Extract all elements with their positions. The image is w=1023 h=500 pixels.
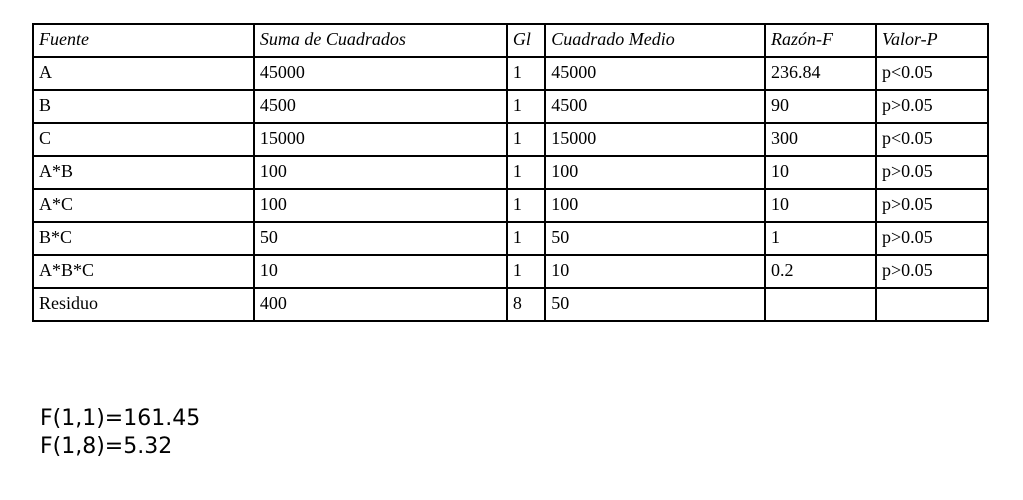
cell-razon-f: 90 <box>765 90 876 123</box>
cell-razon-f: 10 <box>765 189 876 222</box>
cell-valor-p: p>0.05 <box>876 222 988 255</box>
critical-values <box>40 405 200 461</box>
table-row <box>33 123 988 156</box>
table-body <box>33 57 988 321</box>
cell-cuadrado-medio: 100 <box>545 189 765 222</box>
table-row <box>33 57 988 90</box>
cell-cuadrado-medio: 50 <box>545 288 765 321</box>
cell-suma: 10 <box>254 255 507 288</box>
cell-gl: 1 <box>507 156 545 189</box>
table-row <box>33 255 988 288</box>
table-row <box>33 288 988 321</box>
header-cuadrado-medio: Cuadrado Medio <box>545 24 765 57</box>
cell-fuente: B*C <box>33 222 254 255</box>
cell-gl: 1 <box>507 255 545 288</box>
cell-suma: 45000 <box>254 57 507 90</box>
cell-cuadrado-medio: 4500 <box>545 90 765 123</box>
cell-razon-f: 1 <box>765 222 876 255</box>
cell-gl: 1 <box>507 123 545 156</box>
header-valor-p: Valor-P <box>876 24 988 57</box>
cell-razon-f: 300 <box>765 123 876 156</box>
cell-razon-f: 10 <box>765 156 876 189</box>
cell-suma: 50 <box>254 222 507 255</box>
cell-gl: 8 <box>507 288 545 321</box>
cell-valor-p: p>0.05 <box>876 255 988 288</box>
cell-gl: 1 <box>507 222 545 255</box>
table-row <box>33 90 988 123</box>
header-suma-de-cuadrados: Suma de Cuadrados <box>254 24 507 57</box>
cell-suma: 400 <box>254 288 507 321</box>
cell-fuente: Residuo <box>33 288 254 321</box>
cell-fuente: A*C <box>33 189 254 222</box>
cell-cuadrado-medio: 10 <box>545 255 765 288</box>
header-fuente: Fuente <box>33 24 254 57</box>
cell-gl: 1 <box>507 57 545 90</box>
cell-razon-f: 236.84 <box>765 57 876 90</box>
cell-fuente: A*B <box>33 156 254 189</box>
cell-cuadrado-medio: 50 <box>545 222 765 255</box>
cell-cuadrado-medio: 15000 <box>545 123 765 156</box>
table-row <box>33 189 988 222</box>
cell-fuente: A <box>33 57 254 90</box>
critical-value-f-1-1: F(1,1)=161.45 <box>40 406 201 431</box>
cell-razon-f <box>765 288 876 321</box>
cell-cuadrado-medio: 45000 <box>545 57 765 90</box>
header-razon-f: Razón-F <box>765 24 876 57</box>
anova-table <box>32 23 989 322</box>
cell-valor-p: p>0.05 <box>876 90 988 123</box>
cell-razon-f: 0.2 <box>765 255 876 288</box>
cell-valor-p <box>876 288 988 321</box>
cell-gl: 1 <box>507 90 545 123</box>
cell-suma: 100 <box>254 156 507 189</box>
header-row <box>33 24 988 57</box>
cell-valor-p: p<0.05 <box>876 123 988 156</box>
cell-suma: 15000 <box>254 123 507 156</box>
table-row <box>33 156 988 189</box>
table-header <box>33 24 988 57</box>
cell-fuente: B <box>33 90 254 123</box>
cell-suma: 4500 <box>254 90 507 123</box>
table-row <box>33 222 988 255</box>
cell-gl: 1 <box>507 189 545 222</box>
cell-fuente: A*B*C <box>33 255 254 288</box>
cell-valor-p: p<0.05 <box>876 57 988 90</box>
cell-cuadrado-medio: 100 <box>545 156 765 189</box>
header-gl: Gl <box>507 24 545 57</box>
cell-valor-p: p>0.05 <box>876 156 988 189</box>
critical-value-f-1-8: F(1,8)=5.32 <box>40 434 173 459</box>
cell-fuente: C <box>33 123 254 156</box>
cell-suma: 100 <box>254 189 507 222</box>
cell-valor-p: p>0.05 <box>876 189 988 222</box>
